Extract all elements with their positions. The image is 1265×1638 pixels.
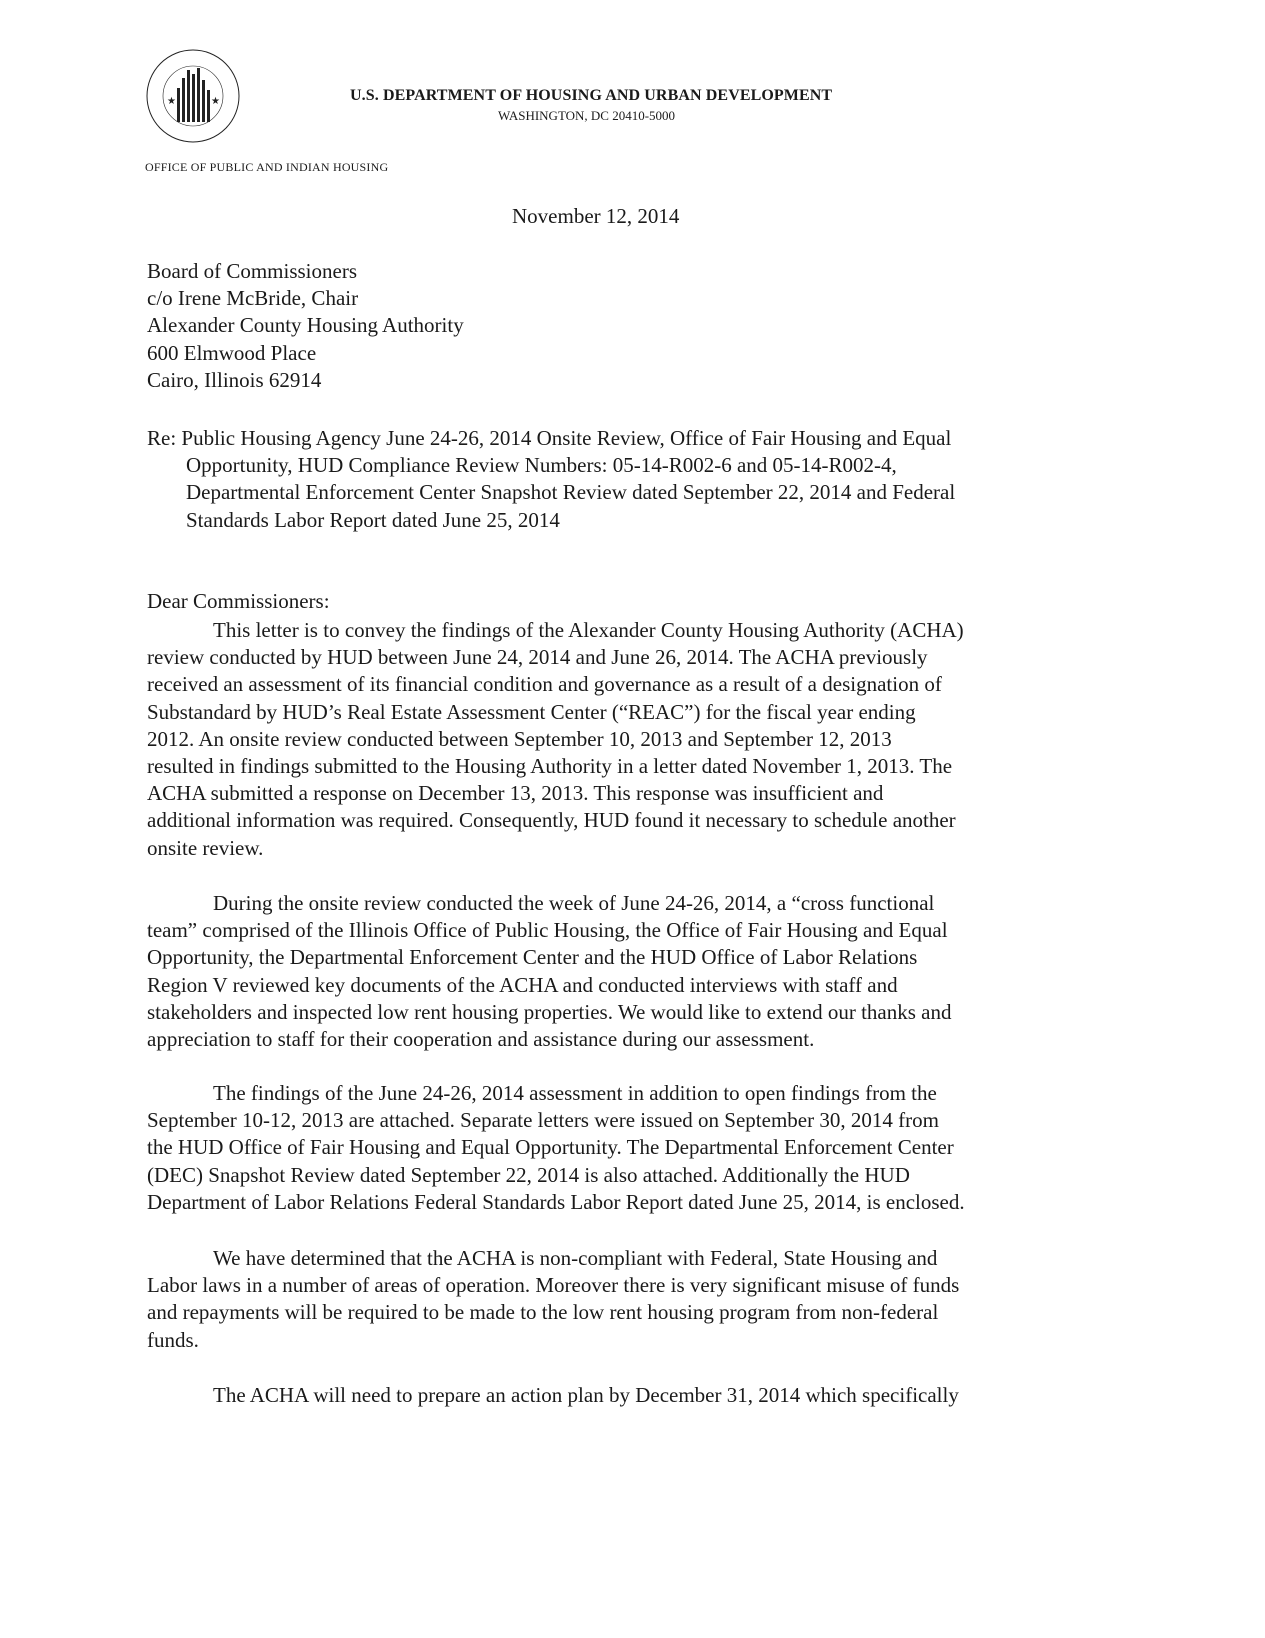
text-line: Substandard by HUD’s Real Estate Assessment Center (“REAC”) for the fiscal year ending — [147, 699, 916, 724]
text-line: We have determined that the ACHA is non-compliant with Federal, State Housing and — [213, 1246, 938, 1270]
svg-text:★: ★ — [211, 96, 220, 107]
text-line: Re: Public Housing Agency June 24-26, 2014 Onsite Review, Office of Fair Housing and Equal — [147, 426, 952, 450]
text-line: Opportunity, the Departmental Enforcement Center and the HUD Office of Labor Relations — [147, 945, 918, 970]
text-line: Region V reviewed key documents of the ACHA and conducted interviews with staff and — [147, 972, 898, 997]
svg-text:★: ★ — [167, 96, 176, 107]
text-line: appreciation to staff for their cooperation and assistance during our assessment. — [147, 1027, 815, 1052]
text-line: Board of Commissioners — [147, 259, 357, 283]
text-line: The findings of the June 24-26, 2014 assessment in addition to open findings from the — [213, 1081, 937, 1105]
text-line: Opportunity, HUD Compliance Review Numbers: 05-14-R002-6 and 05-14-R002-4, — [186, 453, 897, 478]
body-paragraph — [147, 1382, 959, 1409]
salutation: Dear Commissioners: — [147, 589, 330, 613]
body-paragraph — [147, 1080, 965, 1216]
text-line: (DEC) Snapshot Review dated September 22, 2014 is also attached. Additionally the HUD — [147, 1162, 910, 1187]
text-line: Departmental Enforcement Center Snapshot Review dated September 22, 2014 and Federal — [186, 480, 956, 505]
text-line: 2012. An onsite review conducted between September 10, 2013 and September 12, 2013 — [147, 726, 892, 751]
text-line: funds. — [147, 1327, 199, 1352]
text-line: onsite review. — [147, 835, 264, 860]
body-paragraph — [147, 617, 964, 862]
text-line: 600 Elmwood Place — [147, 340, 317, 365]
department-name: U.S. DEPARTMENT OF HOUSING AND URBAN DEVELOPMENT — [350, 87, 833, 104]
text-line: Alexander County Housing Authority — [147, 313, 464, 338]
letter-date: November 12, 2014 — [512, 204, 680, 228]
department-address: WASHINGTON, DC 20410-5000 — [498, 108, 676, 123]
text-line: The ACHA will need to prepare an action plan by December 31, 2014 which specifically — [213, 1383, 959, 1407]
recipient-address — [147, 258, 464, 394]
text-line: Standards Labor Report dated June 25, 2014 — [186, 507, 560, 532]
subject-reference — [147, 425, 955, 534]
text-line: Labor laws in a number of areas of operation. Moreover there is very significant misuse of funds — [147, 1273, 960, 1298]
text-line: Cairo, Illinois 62914 — [147, 367, 322, 392]
hud-seal-logo — [145, 48, 241, 144]
body-paragraph — [147, 1245, 959, 1354]
text-line: the HUD Office of Fair Housing and Equal Opportunity. The Departmental Enforcement Center — [147, 1135, 954, 1160]
text-line: Department of Labor Relations Federal Standards Labor Report dated June 25, 2014, is enclosed. — [147, 1189, 965, 1214]
text-line: September 10-12, 2013 are attached. Separate letters were issued on September 30, 2014 from — [147, 1108, 939, 1133]
text-line: stakeholders and inspected low rent housing properties. We would like to extend our thanks and — [147, 999, 952, 1024]
text-line: received an assessment of its financial condition and governance as a result of a designation of — [147, 672, 942, 697]
text-line: resulted in findings submitted to the Housing Authority in a letter dated November 1, 2013. The — [147, 754, 953, 779]
text-line: review conducted by HUD between June 24, 2014 and June 26, 2014. The ACHA previously — [147, 645, 928, 670]
text-line: c/o Irene McBride, Chair — [147, 286, 359, 311]
text-line: ACHA submitted a response on December 13, 2013. This response was insufficient and — [147, 781, 884, 806]
text-line: additional information was required. Consequently, HUD found it necessary to schedule another — [147, 808, 956, 833]
text-line: During the onsite review conducted the week of June 24-26, 2014, a “cross functional — [213, 891, 935, 915]
text-line: and repayments will be required to be made to the low rent housing program from non-federal — [147, 1300, 939, 1325]
text-line: This letter is to convey the findings of the Alexander County Housing Authority (ACHA) — [213, 618, 964, 642]
text-line: team” comprised of the Illinois Office of Public Housing, the Office of Fair Housing and Equal — [147, 918, 948, 943]
body-paragraph — [147, 890, 952, 1053]
office-name: OFFICE OF PUBLIC AND INDIAN HOUSING — [145, 160, 389, 174]
